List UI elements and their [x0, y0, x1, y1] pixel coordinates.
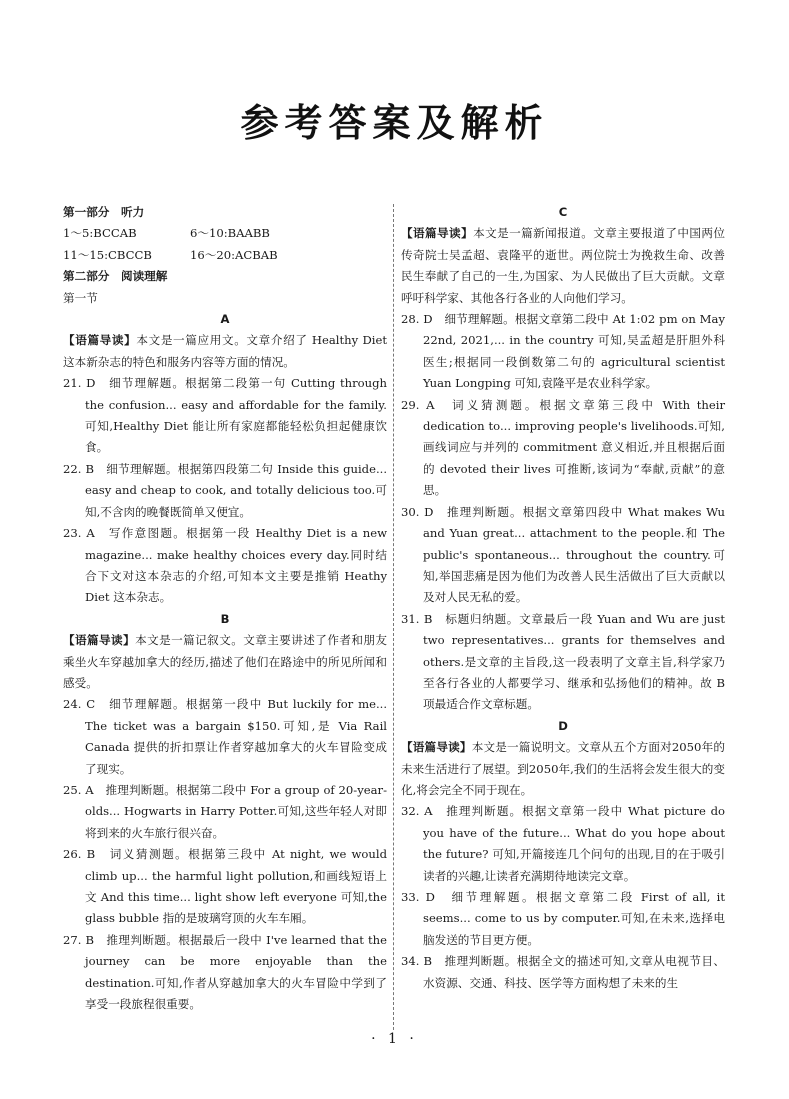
guide-tag: 【语篇导读】: [63, 333, 137, 348]
section-heading: 第一节: [63, 290, 98, 305]
answer-item-34: 34. B 推理判断题。根据全文的描述可知,文章从电视节目、水资源、交通、科技、医学等方面构想了未来的生: [401, 954, 725, 990]
answer-item-27: 27. B 推理判断题。根据最后一段中 I've learned that the journey can be more enjoyable than the destination.可知,作者从穿越加拿大的火车冒险中学到了享受一段旅程很重要。: [63, 932, 387, 1012]
passage-letter-c: C: [558, 205, 568, 219]
answer-item-21: 21. D 细节理解题。根据第二段第一句 Cutting through the confusion... easy and affordable for the family.可知,Healthy Diet 能让所有家庭都能轻松负担起健康饮食。: [63, 376, 387, 455]
guide-tag: 【语篇导读】: [401, 226, 474, 241]
passage-guide-d: [401, 737, 725, 801]
column-divider: [393, 204, 394, 1030]
answer-item-26: 26. B 词义猜测题。根据第三段中 At night, we would climb up... the harmful light pollution,和画线短语上文 And this time... light show left everyone 可知,the glass bubble 指的是玻璃穹顶的火车车厢。: [63, 847, 387, 926]
answer-group: 11～15:CBCCB: [63, 247, 152, 262]
right-column: [401, 202, 725, 994]
guide-tag: 【语篇导读】: [63, 633, 136, 648]
guide-text: 本文是一篇说明文。文章从五个方面对2050年的未来生活进行了展望。到2050年,我们的生活将会发生很大的变化,将会完全不同于现在。: [401, 740, 725, 797]
answer-item-31: 31. B 标题归纳题。文章最后一段 Yuan and Wu are just two representatives... grants for themselves and others.是文章的主旨段,这一段表明了文章主旨,科学家乃至各行各业的人都要学习、继承和弘扬他们的精神。故 B 项最适合作文章标题。: [401, 611, 725, 712]
answer-item-23: 23. A 写作意图题。根据第一段 Healthy Diet is a new magazine... make healthy choices every day.同时结合下文对这本杂志的介绍,可知本文主要是推销 Heathy Diet 这本杂志。: [63, 526, 387, 605]
page-number: · 1 ·: [371, 1031, 418, 1047]
guide-text: 本文是一篇应用文。文章介绍了 Healthy Diet 这本新杂志的特色和服务内容等方面的情况。: [63, 333, 387, 369]
answer-item-22: 22. B 细节理解题。根据第四段第二句 Inside this guide... easy and cheap to cook, and totally delicious too.可知,不含肉的晚餐既简单又便宜。: [63, 461, 387, 519]
passage-letter-d: D: [558, 718, 568, 733]
passage-letter-b: B: [220, 611, 230, 626]
answer-group: 1～5:BCCAB: [63, 226, 137, 241]
guide-tag: 【语篇导读】: [401, 740, 472, 755]
answer-item-24: 24. C 细节理解题。根据第一段中 But luckily for me... The ticket was a bargain $150.可知,是 Via Rail Canada 提供的折扣票让作者穿越加拿大的火车冒险变成了现实。: [63, 697, 387, 776]
answer-item-25: 25. A 推理判断题。根据第二段中 For a group of 20-year-olds... Hogwarts in Harry Potter.可知,这些年轻人对即将到来的火车旅行很兴奋。: [63, 782, 387, 840]
passage-letter-a: A: [220, 312, 230, 327]
page-title: 参考答案及解析: [240, 101, 549, 145]
left-column: [63, 202, 387, 1015]
answer-item-33: 33. D 细节理解题。根据文章第二段 First of all, it seems... come to us by computer.可知,在未来,选择电脑发送的节目更方便。: [401, 890, 725, 947]
passage-guide-c: [401, 223, 725, 309]
answer-item-29: 29. A 词义猜测题。根据文章第三段中 With their dedication to... improving people's livelihoods.可知,画线词应与并列的 commitment 意义相近,并且根据后面的 devoted their lives 可推断,该词为“奉献,贡献”的意思。: [401, 397, 725, 498]
answer-row: [63, 245, 387, 266]
part-listening-heading: 第一部分 听力: [63, 205, 145, 219]
answer-item-28: 28. D 细节理解题。根据文章第二段中 At 1:02 pm on May 22nd, 2021,... in the country 可知,吴孟超是肝胆外科医生;根据同一段倒数第二句的 agricultural scientist Yuan Longping 可知,袁隆平是农业科学家。: [401, 312, 725, 391]
answer-group: 16～20:ACBAB: [190, 247, 278, 262]
guide-text: 本文是一篇记叙文。文章主要讲述了作者和朋友乘坐火车穿越加拿大的经历,描述了他们在路途中的所见所闻和感受。: [63, 633, 387, 690]
answer-group: 6～10:BAABB: [190, 226, 270, 241]
part-reading-heading: 第二部分 阅读理解: [63, 269, 168, 284]
passage-guide-b: [63, 630, 387, 694]
passage-guide-a: [63, 330, 387, 373]
guide-text: 本文是一篇新闻报道。文章主要报道了中国两位传奇院士吴孟超、袁隆平的逝世。两位院士为挽救生命、改善民生奉献了自己的一生,为国家、为人民做出了巨大贡献。文章呼吁科学家、其他各行各业的人向他们学习。: [401, 226, 725, 305]
answer-row: [63, 223, 387, 244]
answer-item-32: 32. A 推理判断题。根据文章第一段中 What picture do you have of the future... What do you hope about the future? 可知,开篇接连几个问句的出现,目的在于吸引读者的兴趣,让读者充满期待地读完文章。: [401, 804, 725, 883]
answer-item-30: 30. D 推理判断题。根据文章第四段中 What makes Wu and Yuan great... attachment to the people.和 The public's spontaneous... throughout the country.可知,举国悲痛是因为他们为改善人民生活做出了巨大贡献以及对人民无私的爱。: [401, 504, 725, 605]
